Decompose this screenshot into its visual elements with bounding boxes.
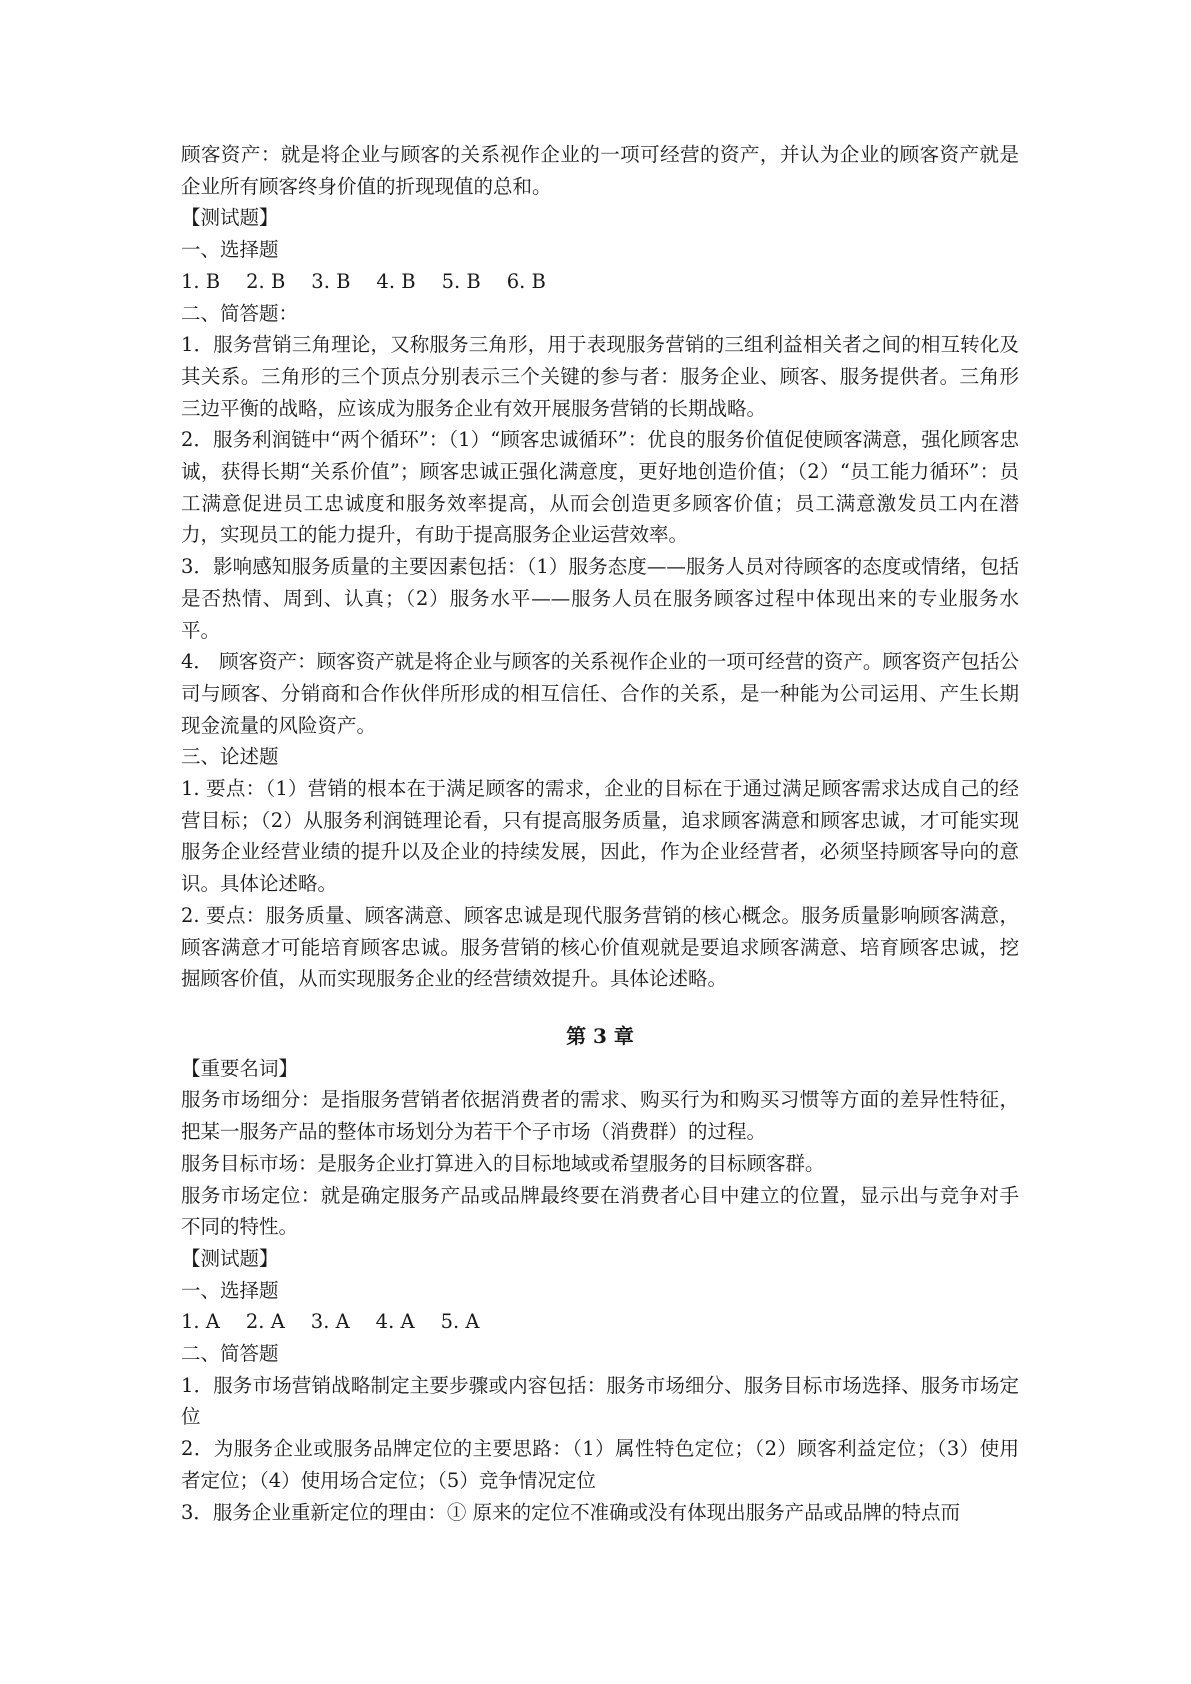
multiple-choice-heading: 一、选择题 <box>181 238 279 262</box>
answer-4: 4. A <box>375 1310 415 1334</box>
multiple-choice-answers-ch3 <box>181 1306 1019 1338</box>
key-terms-heading: 【重要名词】 <box>181 1056 299 1080</box>
term-market-segmentation: 服务市场细分：是指服务营销者依据消费者的需求、购买行为和购买习惯等方面的差异性特征，把某一服务产品的整体市场划分为若干个子市场（消费群）的过程。 <box>181 1088 1019 1144</box>
answer-5: 5. A <box>440 1310 480 1334</box>
answer-2: 2. A <box>245 1310 285 1334</box>
answer-5: 5. B <box>441 269 481 293</box>
short-answer-heading: 二、简答题： <box>181 301 299 325</box>
test-heading: 【测试题】 <box>181 206 279 230</box>
short-answer-ch3-3: 3．服务企业重新定位的理由：① 原来的定位不准确或没有体现出服务产品或品牌的特点而 <box>181 1500 961 1524</box>
short-answer-heading-ch3: 二、简答题 <box>181 1342 279 1366</box>
multiple-choice-answers <box>181 266 1019 298</box>
answer-2: 2. B <box>246 269 286 293</box>
customer-assets-definition: 顾客资产：就是将企业与顾客的关系视作企业的一项可经营的资产，并认为企业的顾客资产就是企业所有顾客终身价值的折现现值的总和。 <box>181 143 1019 198</box>
chapter-title: 第 3 章 <box>566 1023 634 1048</box>
short-answer-ch3-1: 1．服务市场营销战略制定主要步骤或内容包括：服务市场细分、服务目标市场选择、服务市场定位 <box>181 1373 1019 1429</box>
answer-1: 1. B <box>181 269 221 293</box>
short-answer-1: 1．服务营销三角理论，又称服务三角形，用于表现服务营销的三组利益相关者之间的相互转化及其关系。三角形的三个顶点分别表示三个关键的参与者：服务企业、顾客、服务提供者。三角形三边平衡的战略，应该成为服务企业有效开展服务营销的长期战略。 <box>181 333 1019 420</box>
term-target-market: 服务目标市场：是服务企业打算进入的目标地域或希望服务的目标顾客群。 <box>181 1151 825 1175</box>
document-page <box>181 139 1019 1528</box>
multiple-choice-heading-ch3: 一、选择题 <box>181 1278 279 1302</box>
term-market-positioning: 服务市场定位：就是确定服务产品或品牌最终要在消费者心目中建立的位置，显示出与竞争对手不同的特性。 <box>181 1183 1019 1239</box>
answer-3: 3. B <box>311 269 351 293</box>
answer-3: 3. A <box>310 1310 350 1334</box>
answer-1: 1. A <box>181 1310 220 1334</box>
essay-answer-1: 1. 要点：（1）营销的根本在于满足顾客的需求，企业的目标在于通过满足顾客需求达成自己的经营目标；（2）从服务利润链理论看，只有提高服务质量，追求顾客满意和顾客忠诚，才可能实现服务企业经营业绩的提升以及企业的持续发展，因此，作为企业经营者，必须坚持顾客导向的意识。具体论述略。 <box>181 777 1019 896</box>
essay-answer-2: 2. 要点：服务质量、顾客满意、顾客忠诚是现代服务营销的核心概念。服务质量影响顾客满意，顾客满意才可能培育顾客忠诚。服务营销的核心价值观就是要追求顾客满意、培育顾客忠诚，挖掘顾客价值，从而实现服务企业的经营绩效提升。具体论述略。 <box>181 903 1019 991</box>
answer-6: 6. B <box>506 269 546 293</box>
short-answer-3: 3．影响感知服务质量的主要因素包括：（1）服务态度——服务人员对待顾客的态度或情绪，包括是否热情、周到、认真；（2）服务水平——服务人员在服务顾客过程中体现出来的专业服务水平。 <box>181 555 1019 642</box>
short-answer-ch3-2: 2．为服务企业或服务品牌定位的主要思路：（1）属性特色定位；（2）顾客利益定位；（3）使用者定位；（4）使用场合定位；（5）竞争情况定位 <box>181 1437 1019 1492</box>
section-spacer <box>181 995 1019 1021</box>
short-answer-2: 2．服务利润链中“两个循环”：（1）“顾客忠诚循环”：优良的服务价值促使顾客满意，强化顾客忠诚，获得长期“关系价值”；顾客忠诚正强化满意度，更好地创造价值；（2）“员工能力循环”：员工满意促进员工忠诚度和服务效率提高，从而会创造更多顾客价值；员工满意激发员工内在潜力，实现员工的能力提升，有助于提高服务企业运营效率。 <box>181 428 1019 547</box>
short-answer-4: 4． 顾客资产：顾客资产就是将企业与顾客的关系视作企业的一项可经营的资产。顾客资产包括公司与顾客、分销商和合作伙伴所形成的相互信任、合作的关系，是一种能为公司运用、产生长期现金流量的风险资产。 <box>181 650 1019 737</box>
test-heading-ch3: 【测试题】 <box>181 1246 279 1270</box>
answer-4: 4. B <box>376 269 416 293</box>
essay-heading: 三、论述题 <box>181 745 279 769</box>
